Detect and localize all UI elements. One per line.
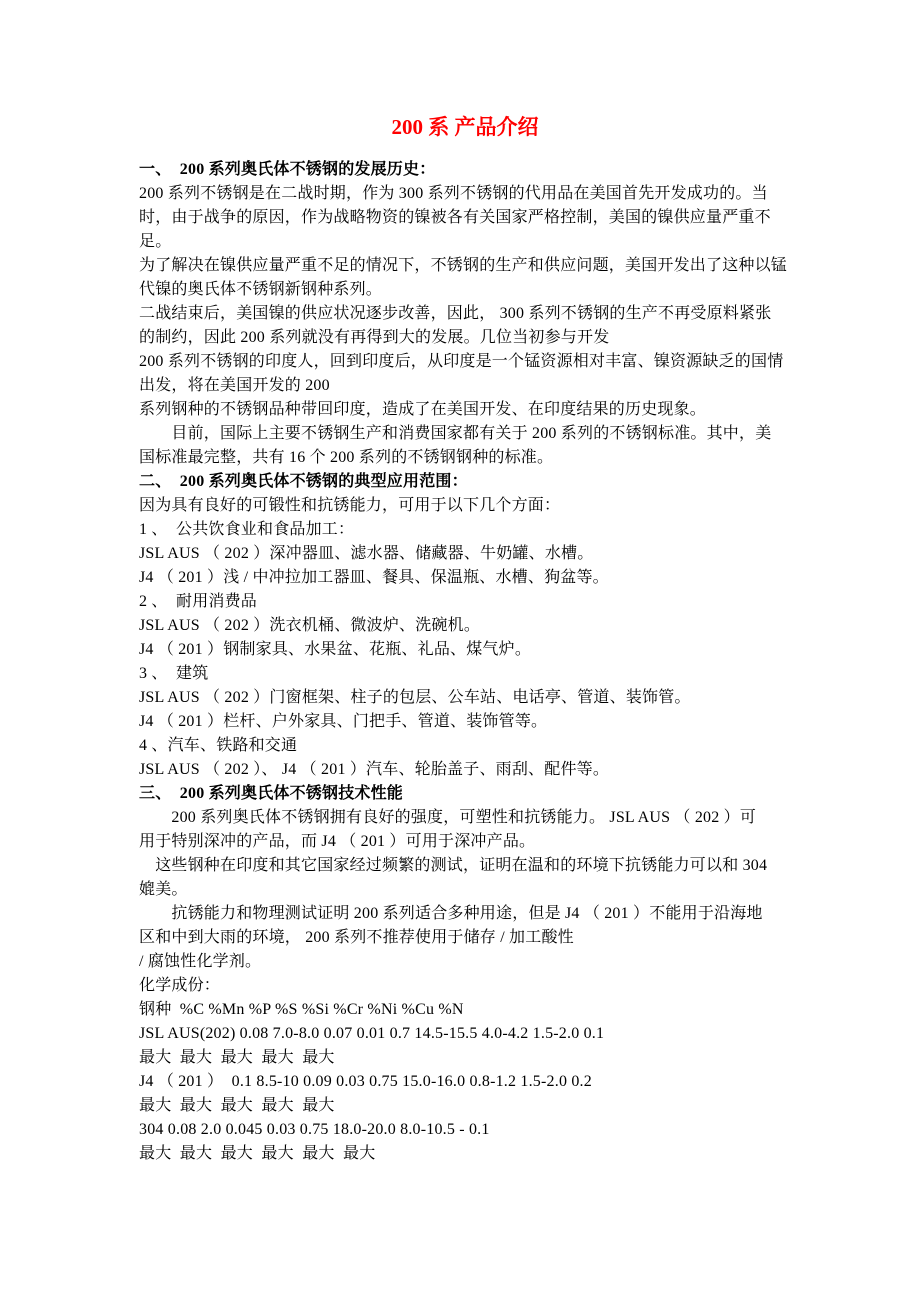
text-line: 国标准最完整，共有 16 个 200 系列的不锈钢钢种的标准。	[139, 449, 554, 466]
text-line: J4 （ 201 ） 0.1 8.5-10 0.09 0.03 0.75 15.0-16.0 0.8-1.2 1.5-2.0 0.2	[139, 1073, 592, 1090]
text-line: JSL AUS （ 202 ）深冲器皿、滤水器、储藏器、牛奶罐、水槽。	[139, 545, 594, 562]
text-line: 这些钢种在印度和其它国家经过频繁的测试，证明在温和的环境下抗锈能力可以和 304	[139, 857, 768, 874]
text-line: 2 、 耐用消费品	[139, 593, 258, 610]
text-line: 时，由于战争的原因，作为战略物资的镍被各有关国家严格控制，美国的镍供应量严重不足。	[139, 209, 771, 250]
text-line: J4 （ 201 ）浅 / 中冲拉加工器皿、餐具、保温瓶、水槽、狗盆等。	[139, 569, 609, 586]
document-content	[139, 114, 791, 1166]
text-line: 200 系列不锈钢是在二战时期，作为 300 系列不锈钢的代用品在美国首先开发成功的。当	[139, 185, 768, 202]
text-line: 最大 最大 最大 最大 最大 最大	[139, 1145, 376, 1162]
text-line: 系列钢种的不锈钢品种带回印度，造成了在美国开发、在印度结果的历史现象。	[139, 401, 707, 418]
text-line: 因为具有良好的可锻性和抗锈能力，可用于以下几个方面：	[139, 497, 561, 514]
text-line: JSL AUS （ 202 ）、 J4 （ 201 ）汽车、轮胎盖子、雨刮、配件等。	[139, 761, 610, 778]
text-line: 媲美。	[139, 881, 188, 898]
text-line: 4 、汽车、铁路和交通	[139, 737, 298, 754]
document-title: 200 系 产品介绍	[391, 115, 539, 139]
text-line: 钢种 %C %Mn %P %S %Si %Cr %Ni %Cu %N	[139, 1001, 464, 1018]
text-line: 200 系列不锈钢的印度人，回到印度后，从印度是一个锰资源相对丰富、镍资源缺乏的国情	[139, 353, 784, 370]
text-line: 化学成份：	[139, 977, 221, 994]
text-line: 目前，国际上主要不锈钢生产和消费国家都有关于 200 系列的不锈钢标准。其中，美	[139, 425, 772, 442]
text-line: 出发，将在美国开发的 200	[139, 377, 330, 394]
text-line: JSL AUS （ 202 ）门窗框架、柱子的包层、公车站、电话亭、管道、装饰管。	[139, 689, 691, 706]
text-line: 的制约，因此 200 系列就没有再得到大的发展。几位当初参与开发	[139, 329, 610, 346]
text-line: 用于特别深冲的产品，而 J4 （ 201 ）可用于深冲产品。	[139, 833, 536, 850]
text-line: JSL AUS （ 202 ）洗衣机桶、微波炉、洗碗机。	[139, 617, 481, 634]
text-line: 抗锈能力和物理测试证明 200 系列适合多种用途，但是 J4 （ 201 ）不能用于沿海地	[139, 905, 763, 922]
text-line: 三、 200 系列奥氏体不锈钢技术性能	[139, 785, 404, 802]
text-line: JSL AUS(202) 0.08 7.0-8.0 0.07 0.01 0.7 14.5-15.5 4.0-4.2 1.5-2.0 0.1	[139, 1025, 605, 1042]
text-line: 最大 最大 最大 最大 最大	[139, 1097, 335, 1114]
text-line: / 腐蚀性化学剂。	[139, 953, 262, 970]
text-line: 200 系列奥氏体不锈钢拥有良好的强度，可塑性和抗锈能力。 JSL AUS （ 202 ）可	[139, 809, 757, 826]
text-line: J4 （ 201 ）栏杆、户外家具、门把手、管道、装饰管等。	[139, 713, 548, 730]
text-line: 1 、 公共饮食业和食品加工：	[139, 521, 355, 538]
text-line: 3 、 建筑	[139, 665, 209, 682]
text-line: 二战结束后，美国镍的供应状况逐步改善，因此， 300 系列不锈钢的生产不再受原料紧张	[139, 305, 772, 322]
text-line: 为了解决在镍供应量严重不足的情况下，不锈钢的生产和供应问题，美国开发出了这种以锰	[139, 257, 788, 274]
text-line: J4 （ 201 ）钢制家具、水果盆、花瓶、礼品、煤气炉。	[139, 641, 532, 658]
text-line: 一、 200 系列奥氏体不锈钢的发展历史：	[139, 161, 436, 178]
text-line: 区和中到大雨的环境， 200 系列不推荐使用于储存 / 加工酸性	[139, 929, 574, 946]
text-line: 最大 最大 最大 最大 最大	[139, 1049, 335, 1066]
text-line: 304 0.08 2.0 0.045 0.03 0.75 18.0-20.0 8.0-10.5 - 0.1	[139, 1121, 490, 1138]
document-body	[139, 158, 791, 1166]
text-line: 代镍的奥氏体不锈钢新钢种系列。	[139, 281, 383, 298]
text-line: 二、 200 系列奥氏体不锈钢的典型应用范围：	[139, 473, 468, 490]
